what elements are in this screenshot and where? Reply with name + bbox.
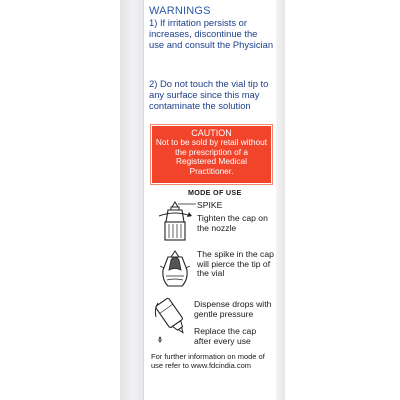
step-1-text: Tighten the cap on the nozzle [197, 213, 268, 233]
caution-text: Not to be sold by retail without the prescription of a Registered Medical Practitioner. [155, 137, 268, 176]
warning-item-1: 1) If irritation persists or increases, discontinue the use and consult the Physician [149, 17, 274, 50]
warnings-title: WARNINGS [149, 5, 211, 17]
cap-tighten-illustration [154, 198, 196, 248]
mode-of-use-title: MODE OF USE [188, 188, 242, 197]
dispense-drop-illustration [150, 295, 192, 347]
footer-note: For further information on mode of use refer to www.fdcindia.com [151, 352, 265, 370]
step-4-text: Replace the cap after every use [194, 326, 257, 346]
caution-title: CAUTION [191, 128, 232, 138]
spike-label: SPIKE [197, 200, 223, 210]
caution-box [152, 126, 271, 183]
step-2-text: The spike in the cap will pierce the tip of the vial [197, 249, 274, 279]
step-3-text: Dispense drops with gentle pressure [194, 299, 272, 319]
vial-pierce-illustration [154, 248, 196, 292]
box-left-side [120, 0, 143, 400]
warning-item-2: 2) Do not touch the vial tip to any surface since this may contaminate the solution [149, 78, 269, 111]
box-right-side [276, 0, 285, 400]
